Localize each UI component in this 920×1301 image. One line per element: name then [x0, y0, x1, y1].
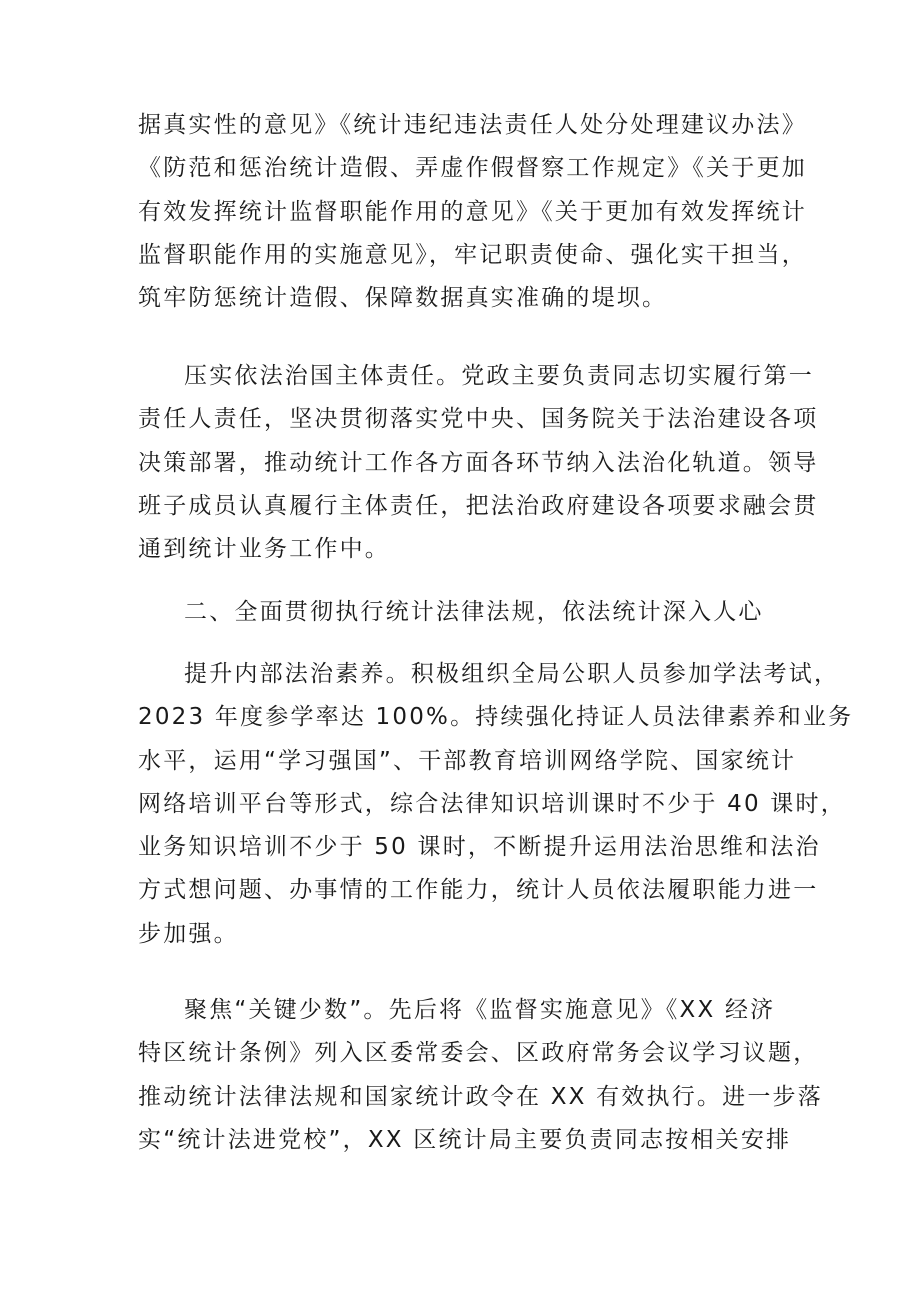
heading-line: 二、全面贯彻执行统计法律法规，依法统计深入人心: [184, 599, 764, 625]
text-line: 聚焦“关键少数”。先后将《监督实施意见》《XX 经济: [184, 997, 776, 1023]
text-line: 方式想问题、办事情的工作能力，统计人员依法履职能力进一: [138, 877, 819, 904]
text-line: 责任人责任，坚决贯彻落实党中央、国务院关于法治建设各项: [138, 406, 819, 433]
text-line: 推动统计法律法规和国家统计政令在 XX 有效执行。进一步落: [138, 1083, 823, 1110]
text-line: 通到统计业务工作中。: [138, 536, 390, 563]
text-line: 筑牢防惩统计造假、保障数据真实准确的堤坝。: [138, 285, 668, 312]
text-line: 网络培训平台等形式，综合法律知识培训课时不少于 40 课时，: [138, 790, 846, 817]
text-line: 水平，运用“学习强国”、干部教育培训网络学院、国家统计: [138, 747, 797, 774]
text-line: 压实依法治国主体责任。党政主要负责同志切实履行第一: [184, 363, 814, 389]
text-line: 业务知识培训不少于 50 课时，不断提升运用法治思维和法治: [138, 834, 821, 861]
text-line: 班子成员认真履行主体责任，把法治政府建设各项要求融会贯: [138, 492, 819, 519]
text-line: 提升内部法治素养。积极组织全局公职人员参加学法考试，: [184, 661, 840, 687]
text-line: 特区统计条例》列入区委常委会、区政府常务会议学习议题，: [138, 1040, 819, 1067]
text-line: 步加强。: [138, 920, 239, 947]
paragraph: [138, 355, 819, 571]
text-line: 《防范和惩治统计造假、弄虚作假督察工作规定》《关于更加: [138, 155, 807, 182]
paragraph: [138, 104, 807, 320]
text-line: 据真实性的意见》《统计违纪违法责任人处分处理建议办法》: [138, 112, 807, 138]
text-line: 决策部署，推动统计工作各方面各环节纳入法治化轨道。领导: [138, 449, 819, 476]
text-line: 监督职能作用的实施意见》，牢记职责使命、强化实干担当，: [138, 241, 807, 268]
text-line: 有效发挥统计监督职能作用的意见》《关于更加有效发挥统计: [138, 198, 807, 225]
paragraph: [138, 653, 854, 956]
paragraph: [138, 989, 823, 1162]
text-line: 2023 年度参学率达 100%。持续强化持证人员法律素养和业务: [138, 704, 854, 731]
section-heading: [138, 591, 798, 634]
text-line: 实“统计法进党校”，XX 区统计局主要负责同志按相关安排: [138, 1126, 792, 1153]
